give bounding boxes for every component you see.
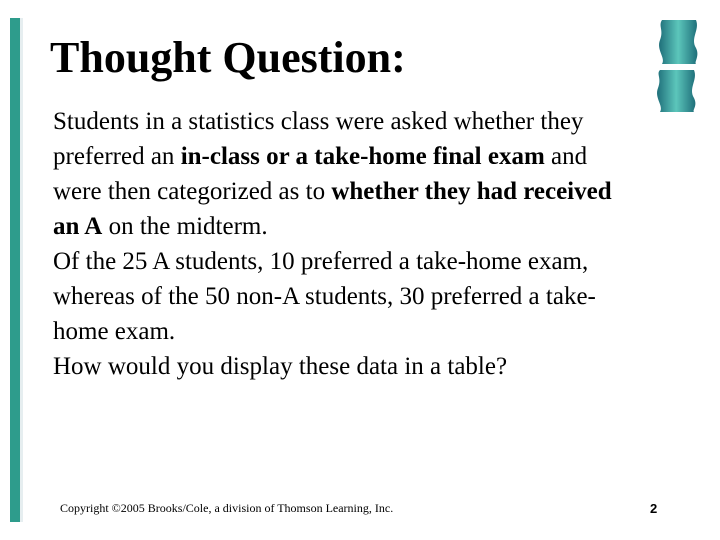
paragraph-data-counts: Of the 25 A students, 10 preferred a take-home exam, whereas of the 50 non-A students, 30 preferred a take-home exam.: [53, 248, 596, 345]
text-run: Students in a statistics class were asked whether they preferred an: [53, 108, 584, 170]
text-run: on the midterm.: [102, 213, 268, 240]
slide-body: [53, 104, 613, 384]
paragraph-question-intro: [53, 104, 613, 244]
slide-title: Thought Question:: [50, 33, 406, 82]
copyright-footer: Copyright ©2005 Brooks/Cole, a division of Thomson Learning, Inc.: [60, 501, 394, 515]
left-accent-bar: [10, 18, 20, 522]
page-number: 2: [650, 501, 658, 516]
bold-run-exam-type: in-class or a take-home final exam: [180, 143, 545, 170]
left-accent-stripe: [20, 18, 23, 522]
text-run: and were then categorized as to: [53, 143, 588, 205]
bold-run-grade: whether they had received an A: [53, 178, 612, 240]
paragraph-prompt: How would you display these data in a table?: [53, 353, 508, 380]
wave-ribbon-logo-icon: [654, 18, 700, 114]
